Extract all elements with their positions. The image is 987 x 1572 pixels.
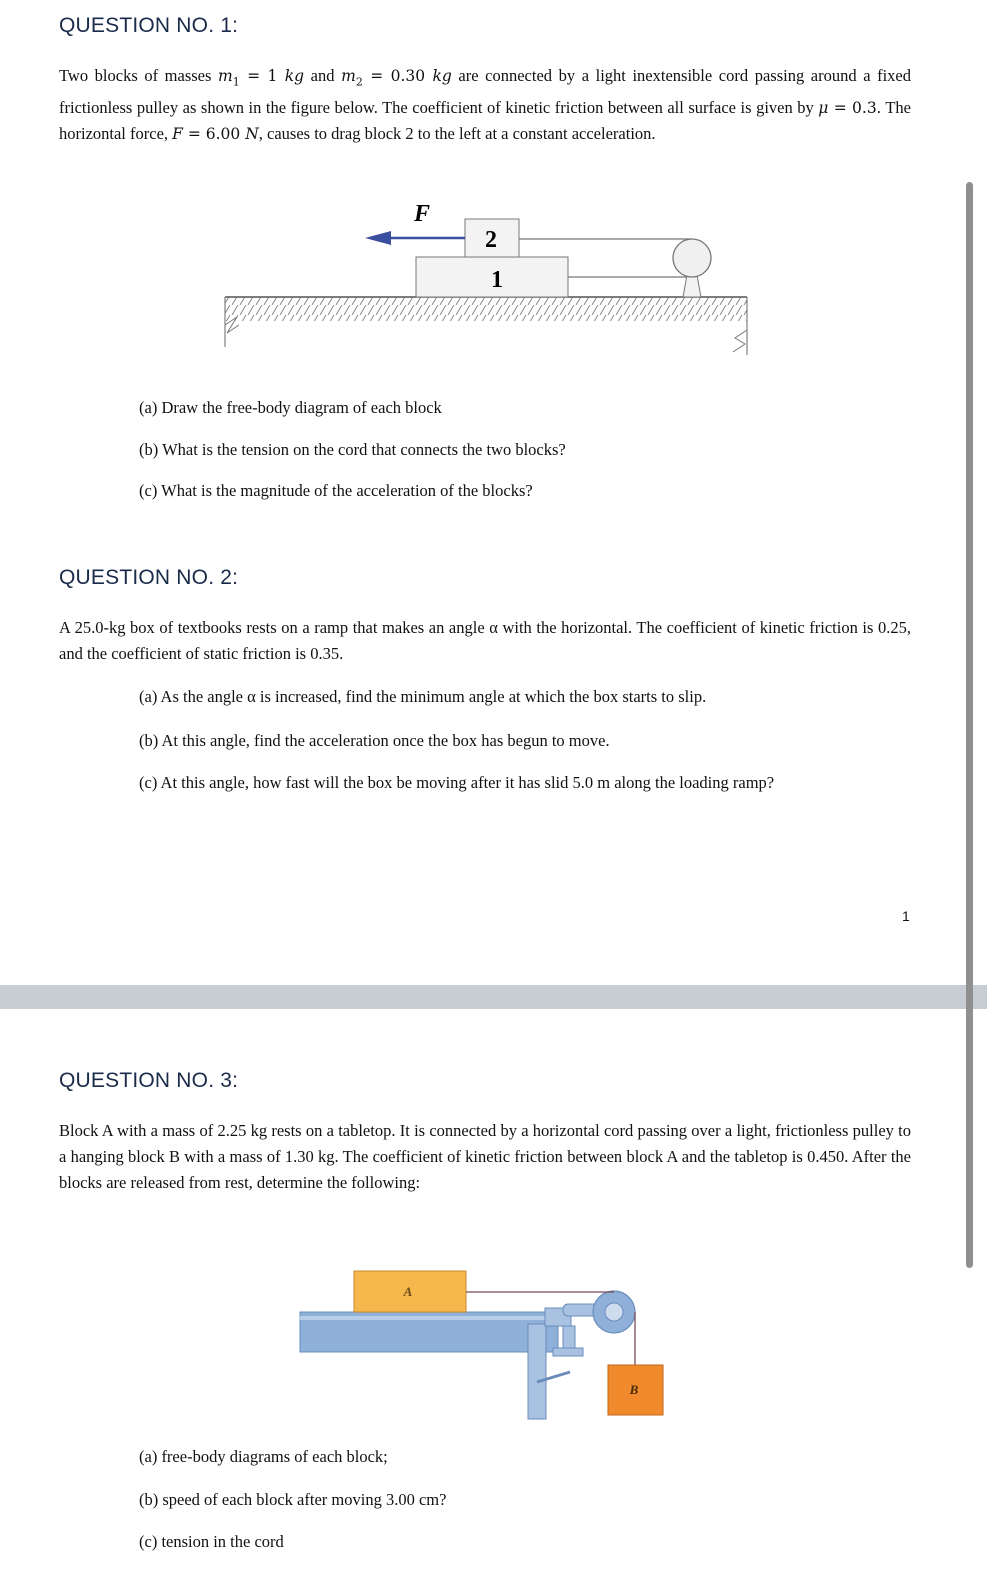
question-2-item-c: (c) At this angle, how fast will the box be moving after it has slid 5.0 m along the loading ramp? bbox=[139, 773, 775, 792]
force-arrow-head bbox=[365, 231, 391, 245]
page-2 bbox=[0, 1009, 987, 1572]
table-pulley-figure bbox=[295, 1264, 675, 1424]
block-1-label: 1 bbox=[491, 267, 503, 293]
vertical-scrollbar[interactable] bbox=[966, 182, 973, 1268]
question-2-heading: QUESTION NO. 2: bbox=[59, 566, 239, 589]
question-3-heading: QUESTION NO. 3: bbox=[59, 1069, 239, 1092]
question-1-item-a: (a) Draw the free-body diagram of each block bbox=[139, 398, 442, 417]
clamp-screw-plate bbox=[553, 1348, 583, 1356]
block-a-label: A bbox=[403, 1284, 413, 1299]
question-3-text: Block A with a mass of 2.25 kg rests on a tabletop. It is connected by a horizontal cord passing over a light, frictionless pulley to a hanging block B with a mass of 1.30 kg. The coefficient of kinetic friction between block A and the tabletop is 0.450. After the blocks are released from rest, determine the following: bbox=[59, 1121, 911, 1192]
pulley-hub bbox=[605, 1303, 623, 1321]
pulley-mount bbox=[683, 275, 701, 297]
question-3-item-b: (b) speed of each block after moving 3.00 cm? bbox=[139, 1490, 447, 1509]
page-number: 1 bbox=[902, 908, 910, 924]
question-1-item-c: (c) What is the magnitude of the acceleration of the blocks? bbox=[139, 481, 533, 500]
question-1-text: Two blocks of masses $m_1 = 1$ kg and $m_2 = 0.30$ kg are connected by a light inextensible cord passing around a fixed frictionless pulley as shown in the figure below. The coefficient of kinetic friction between all surface is given by μ = 0.3. The horizontal force, F = 6.00 N, causes to drag block 2 to the left at a constant acceleration. bbox=[59, 66, 912, 144]
question-2-item-b: (b) At this angle, find the acceleration once the box has begun to move. bbox=[139, 731, 610, 750]
question-2-item-a: (a) As the angle α is increased, find the minimum angle at which the box starts to slip. bbox=[139, 687, 707, 706]
question-1-item-b: (b) What is the tension on the cord that connects the two blocks? bbox=[139, 440, 566, 459]
floor-hatch bbox=[225, 297, 747, 321]
question-1-heading: QUESTION NO. 1: bbox=[59, 14, 239, 37]
tabletop-highlight bbox=[300, 1316, 558, 1320]
break-mark-right bbox=[733, 330, 747, 352]
two-block-pulley-figure bbox=[215, 195, 760, 360]
block-b-label: B bbox=[629, 1382, 639, 1397]
clamp-post bbox=[528, 1324, 546, 1419]
question-2-text: A 25.0-kg box of textbooks rests on a ramp that makes an angle α with the horizontal. The coefficient of kinetic friction is 0.25, and the coefficient of static friction is 0.35. bbox=[59, 618, 911, 663]
page-separator bbox=[0, 985, 987, 1009]
pulley bbox=[673, 239, 711, 277]
question-3-item-c: (c) tension in the cord bbox=[139, 1532, 284, 1551]
block-2-label: 2 bbox=[485, 227, 497, 253]
force-label: F bbox=[413, 201, 431, 227]
question-3-item-a: (a) free-body diagrams of each block; bbox=[139, 1447, 388, 1466]
